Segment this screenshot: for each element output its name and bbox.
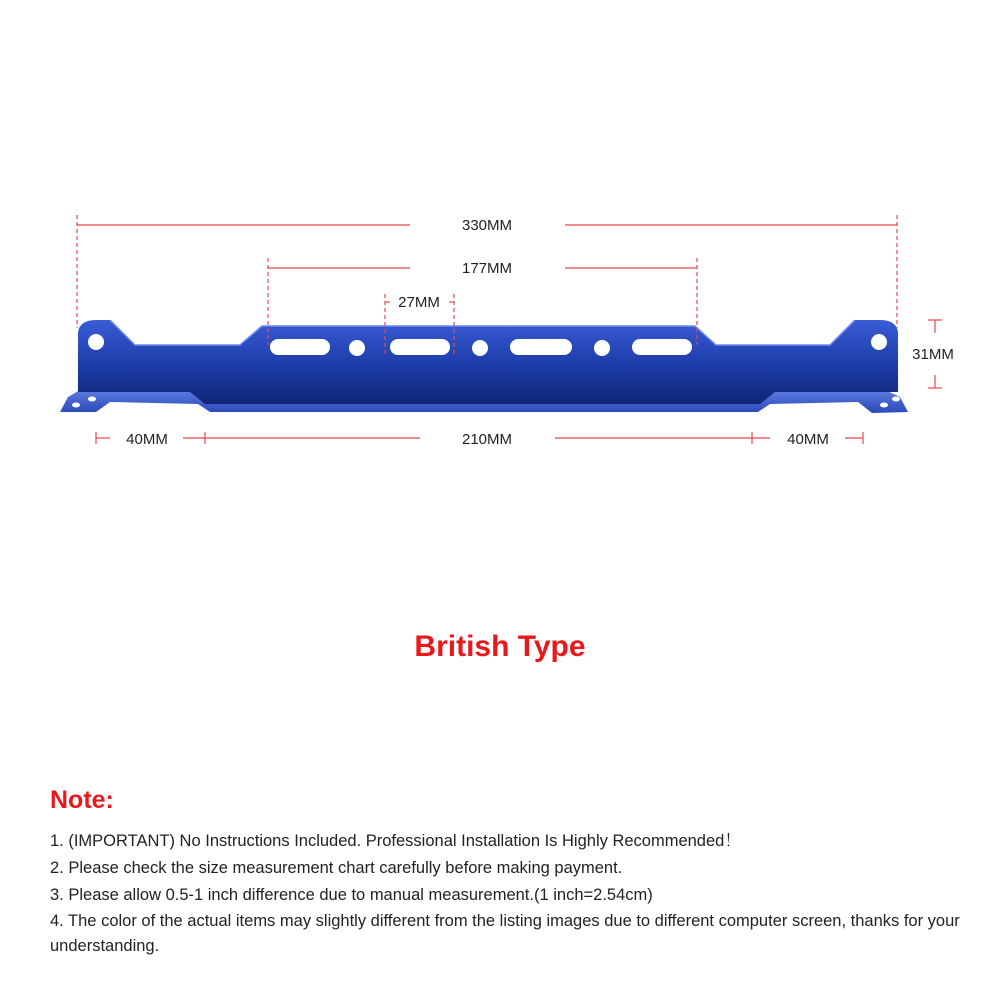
flange-hole [880,403,888,408]
round-hole [594,340,610,356]
dimension-base-label: 210MM [461,431,513,448]
note-item: 1. (IMPORTANT) No Instructions Included. Professional Installation Is Highly Recommended！ [50,832,741,850]
slot-hole [632,339,692,355]
dimension-height-label: 31MM [912,346,954,363]
flange-hole [88,397,96,402]
notes-title: Note: [50,786,114,814]
note-item: 3. Please allow 0.5-1 inch difference due to manual measurement.(1 inch=2.54cm) [50,886,653,904]
slot-hole [390,339,450,355]
end-hole-right [871,334,887,350]
slot-hole [510,339,572,355]
dimension-hole-span-label: 177MM [461,260,513,277]
notes-list [50,828,970,959]
note-item: 4. The color of the actual items may slightly different from the listing images due to different computer screen, thanks for your understanding. [50,912,960,955]
flange-hole [892,397,900,402]
bracket-plate [78,320,898,404]
round-hole [349,340,365,356]
dimension-slot-label: 27MM [398,294,440,311]
bracket-image [60,320,908,413]
flange-hole [72,403,80,408]
note-item: 2. Please check the size measurement chart carefully before making payment. [50,859,623,877]
dimension-right-foot-label: 40MM [787,431,829,448]
slot-hole [270,339,330,355]
dimension-left-foot-label: 40MM [126,431,168,448]
dimension-overall-label: 330MM [461,217,513,234]
end-hole-left [88,334,104,350]
type-title: British Type [414,630,586,663]
round-hole [472,340,488,356]
